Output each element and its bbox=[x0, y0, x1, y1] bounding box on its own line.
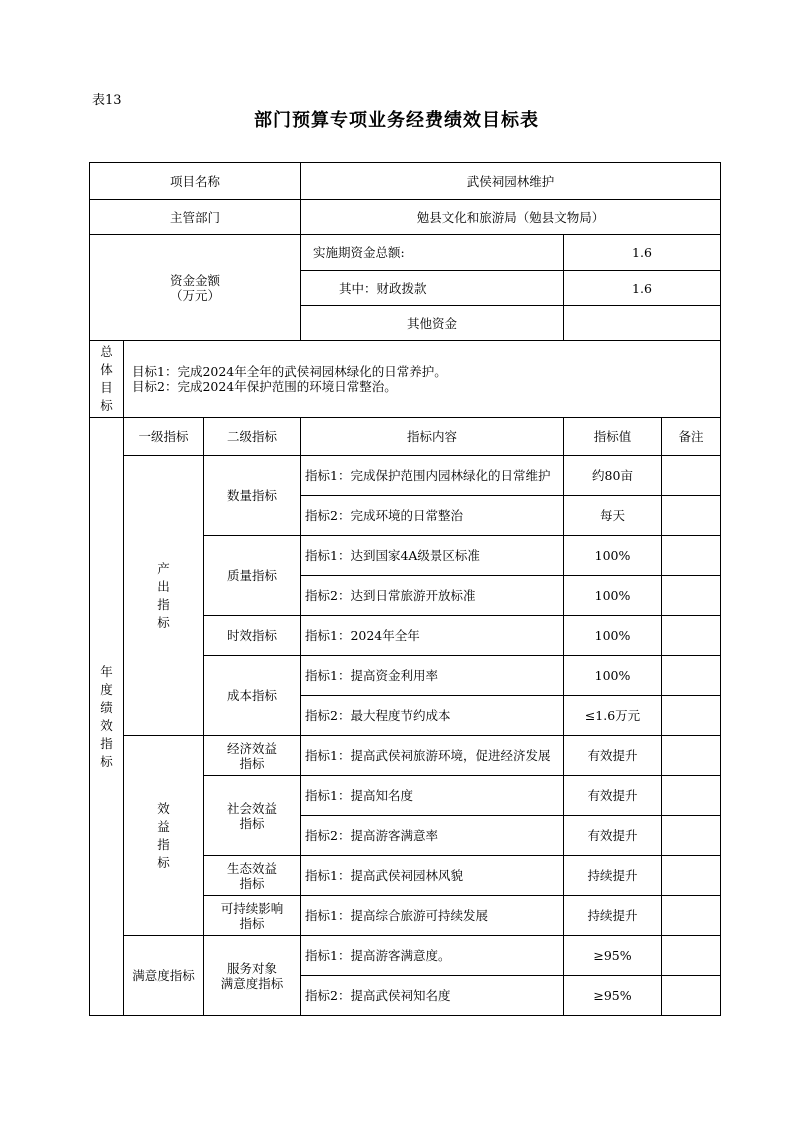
header-level1: 一级指标 bbox=[124, 418, 204, 456]
indicator-note bbox=[662, 736, 721, 776]
department-row bbox=[90, 200, 721, 235]
page-title: 部门预算专项业务经费绩效目标表 bbox=[254, 110, 539, 131]
table-row bbox=[90, 736, 721, 776]
indicator-value: 100% bbox=[564, 616, 662, 656]
header-level2: 二级指标 bbox=[204, 418, 301, 456]
indicator-value: 100% bbox=[564, 656, 662, 696]
department-label: 主管部门 bbox=[90, 200, 301, 235]
indicator-note bbox=[662, 696, 721, 736]
funds-fiscal-label: 其中：财政拨款 bbox=[301, 271, 564, 306]
indicator-note bbox=[662, 496, 721, 536]
social-benefit-label: 社会效益 指标 bbox=[204, 776, 301, 856]
indicator-content: 指标1：提高知名度 bbox=[301, 776, 564, 816]
indicator-content: 指标1：完成保护范围内园林绿化的日常维护 bbox=[301, 456, 564, 496]
indicator-value: ≥95% bbox=[564, 976, 662, 1016]
overall-goals-content bbox=[124, 341, 721, 418]
indicator-content: 指标1：达到国家4A级景区标准 bbox=[301, 536, 564, 576]
indicator-content: 指标1：提高武侯祠旅游环境，促进经济发展 bbox=[301, 736, 564, 776]
service-satisfaction-label: 服务对象 满意度指标 bbox=[204, 936, 301, 1016]
indicator-note bbox=[662, 816, 721, 856]
economic-benefit-label: 经济效益 指标 bbox=[204, 736, 301, 776]
quantity-indicator-label: 数量指标 bbox=[204, 456, 301, 536]
indicator-value: 100% bbox=[564, 576, 662, 616]
project-name-value: 武侯祠园林维护 bbox=[301, 163, 721, 200]
indicator-content: 指标1：提高综合旅游可持续发展 bbox=[301, 896, 564, 936]
department-value: 勉县文化和旅游局（勉县文物局） bbox=[301, 200, 721, 235]
benefit-indicators-label: 效 益 指 标 bbox=[124, 736, 204, 936]
funds-other-value bbox=[564, 306, 721, 341]
indicator-content: 指标1：提高武侯祠园林风貌 bbox=[301, 856, 564, 896]
indicator-note bbox=[662, 616, 721, 656]
indicator-value: 约80亩 bbox=[564, 456, 662, 496]
indicator-value: 有效提升 bbox=[564, 776, 662, 816]
indicator-note bbox=[662, 896, 721, 936]
indicator-content: 指标2：提高游客满意率 bbox=[301, 816, 564, 856]
indicator-content: 指标2：提高武侯祠知名度 bbox=[301, 976, 564, 1016]
indicator-content: 指标1：提高资金利用率 bbox=[301, 656, 564, 696]
overall-goals-row bbox=[90, 341, 721, 418]
header-content: 指标内容 bbox=[301, 418, 564, 456]
indicator-note bbox=[662, 936, 721, 976]
indicator-value: 100% bbox=[564, 536, 662, 576]
indicator-note bbox=[662, 976, 721, 1016]
goal-item: 目标2：完成2024年保护范围的环境日常整治。 bbox=[132, 379, 397, 394]
indicator-value: 持续提升 bbox=[564, 896, 662, 936]
ecological-benefit-label: 生态效益 指标 bbox=[204, 856, 301, 896]
table-row bbox=[90, 936, 721, 976]
cost-indicator-label: 成本指标 bbox=[204, 656, 301, 736]
quality-indicator-label: 质量指标 bbox=[204, 536, 301, 616]
header-value: 指标值 bbox=[564, 418, 662, 456]
indicator-note bbox=[662, 856, 721, 896]
sustainable-impact-label: 可持续影响 指标 bbox=[204, 896, 301, 936]
indicator-note bbox=[662, 536, 721, 576]
satisfaction-indicators-label: 满意度指标 bbox=[124, 936, 204, 1016]
header-note: 备注 bbox=[662, 418, 721, 456]
performance-target-table bbox=[89, 162, 721, 1016]
indicator-value: 有效提升 bbox=[564, 736, 662, 776]
indicator-value: 有效提升 bbox=[564, 816, 662, 856]
indicator-value: ≥95% bbox=[564, 936, 662, 976]
funds-label: 资金金额 bbox=[169, 272, 220, 288]
annual-indicators-label: 年 度 绩 效 指 标 bbox=[90, 418, 124, 1016]
indicator-note bbox=[662, 656, 721, 696]
indicator-content: 指标1：提高游客满意度。 bbox=[301, 936, 564, 976]
output-indicators-label: 产 出 指 标 bbox=[124, 456, 204, 736]
indicator-header-row bbox=[90, 418, 721, 456]
indicator-content: 指标1：2024年全年 bbox=[301, 616, 564, 656]
indicator-content: 指标2：达到日常旅游开放标准 bbox=[301, 576, 564, 616]
indicator-content: 指标2：完成环境的日常整治 bbox=[301, 496, 564, 536]
indicator-value: 每天 bbox=[564, 496, 662, 536]
timeliness-indicator-label: 时效指标 bbox=[204, 616, 301, 656]
table-row bbox=[90, 456, 721, 496]
indicator-note bbox=[662, 776, 721, 816]
indicator-value: 持续提升 bbox=[564, 856, 662, 896]
funds-total-row bbox=[90, 235, 721, 271]
indicator-content: 指标2：最大程度节约成本 bbox=[301, 696, 564, 736]
project-name-label: 项目名称 bbox=[90, 163, 301, 200]
table-number: 表13 bbox=[92, 93, 122, 108]
funds-fiscal-value: 1.6 bbox=[564, 271, 721, 306]
funds-unit: （万元） bbox=[169, 287, 220, 303]
funds-other-label: 其他资金 bbox=[301, 306, 564, 341]
goal-item: 目标1：完成2024年全年的武侯祠园林绿化的日常养护。 bbox=[132, 364, 447, 379]
overall-goals-label: 总 体 目 标 bbox=[90, 341, 124, 418]
indicator-note bbox=[662, 576, 721, 616]
funds-total-label: 实施期资金总额: bbox=[301, 235, 564, 271]
project-name-row bbox=[90, 163, 721, 200]
indicator-value: ≤1.6万元 bbox=[564, 696, 662, 736]
funds-label-cell bbox=[90, 235, 301, 341]
indicator-note bbox=[662, 456, 721, 496]
funds-total-value: 1.6 bbox=[564, 235, 721, 271]
